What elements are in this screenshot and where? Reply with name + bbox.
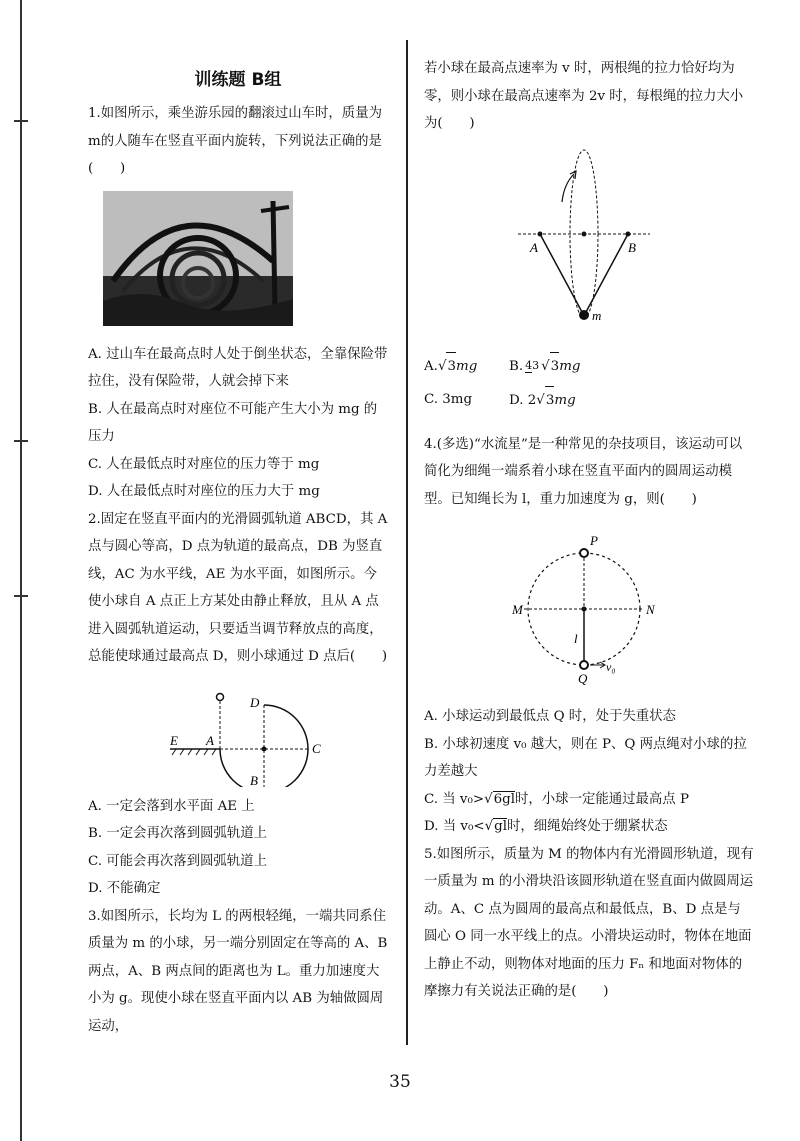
arc-track-diagram <box>88 677 388 787</box>
column-divider <box>406 40 408 1045</box>
page-number: 35 <box>389 1072 411 1092</box>
binding-tick <box>14 440 28 442</box>
q1-option-d: D. 人在最低点时对座位的压力大于 mg <box>88 484 320 499</box>
q2-option-d: D. 不能确定 <box>88 881 161 896</box>
label-a: A <box>530 239 538 255</box>
q3-stem-right: 若小球在最高点速率为 v 时，两根绳的拉力恰好均为零，则小球在最高点速率为 2v 时，每根绳的拉力大小为( ) <box>424 61 744 131</box>
q3-stem-left: 3.如图所示，长均为 L 的两根轻绳，一端共同系住质量为 m 的小球，另一端分别固定在等高的 A、B 两点，A、B 两点间的距离也为 L。重力加速度大小为 g。现使小球在竖直平面内以 AB 为轴做圆周运动， <box>88 908 388 1034</box>
q2-option-c: C. 可能会再次落到圆弧轨道上 <box>88 853 267 869</box>
binding-line <box>20 0 22 1141</box>
q1-stem: 1.如图所示，乘坐游乐园的翻滚过山车时，质量为m的人随车在竖直平面内旋转，下列说法正确的是( ) <box>88 106 382 176</box>
q4-stem: 4.(多选)“水流星”是一种常见的杂技项目，该运动可以简化为细绳一端系着小球在竖直平面内的圆周运动模型。已知绳长为 l，重力加速度为 g，则( ) <box>424 436 743 507</box>
q3-options-row-1 <box>424 352 754 381</box>
label-a: A <box>206 732 214 748</box>
label-l: l <box>574 631 578 646</box>
label-m: m <box>592 307 602 323</box>
q4-option-d: D. 当 v₀<√gl时，细绳始终处于绷紧状态 <box>424 819 668 834</box>
q3-option-a: A.√3mg <box>424 352 509 381</box>
q3-option-b: B. 43 √3mg <box>509 352 580 381</box>
binding-tick <box>14 120 28 122</box>
q4-option-c: C. 当 v₀>√6gl时，小球一定能通过最高点 P <box>424 791 689 807</box>
label-q: Q <box>578 671 588 686</box>
q3-option-c: C. 3mg <box>424 392 473 407</box>
label-p: P <box>590 533 598 548</box>
binding-tick <box>14 595 28 597</box>
q1-option-a: A. 过山车在最高点时人处于倒坐状态，全靠保险带拉住，没有保险带，人就会掉下来 <box>88 346 388 389</box>
q3-options-row-2 <box>424 386 754 415</box>
two-rope-diagram <box>424 144 754 344</box>
q4-option-b: B. 小球初速度 v₀ 越大，则在 P、Q 两点绳对小球的拉力差越大 <box>424 736 747 779</box>
label-e: E <box>170 732 178 748</box>
q2-stem: 2.固定在竖直平面内的光滑圆弧轨道 ABCD，其 A 点与圆心等高，D 点为轨道的最高点，DB 为竖直线，AC 为水平线，AE 为水平面，如图所示。今使小球自 A 点正上方某处由静止释放，且从 A 点进入圆弧轨道运动，只要适当调节释放点的高度，总能使球通过最高点 D，则小球通过 D 点后( ) <box>88 511 388 664</box>
q2-option-a: A. 一定会落到水平面 AE 上 <box>88 798 255 814</box>
label-d: D <box>250 694 260 710</box>
page-title: 训练题 B组 <box>194 70 282 90</box>
left-column <box>88 55 388 1040</box>
q1-option-c: C. 人在最低点时对座位的压力等于 mg <box>88 456 320 472</box>
roller-coaster-photo <box>103 191 403 331</box>
q5-stem: 5.如图所示，质量为 M 的物体内有光滑圆形轨道，现有一质量为 m 的小滑块沿该圆形轨道在竖直面内做圆周运动。A、C 点为圆周的最高点和最低点，B、D 点是与圆心 O 同一水平线上的点。小滑块运动时，物体在地面上静止不动，则物体对地面的压力 Fₙ 和地面对物体的摩擦力有关说法正确的是( ) <box>424 846 754 999</box>
q3-option-d: D. 2√3mg <box>509 386 576 415</box>
label-n: N <box>646 602 655 617</box>
label-b: B <box>250 772 258 787</box>
label-c: C <box>312 740 321 756</box>
q1-option-b: B. 人在最高点时对座位不可能产生大小为 mg 的压力 <box>88 401 378 444</box>
label-b: B <box>628 239 636 255</box>
q4-option-a: A. 小球运动到最低点 Q 时，处于失重状态 <box>424 709 676 724</box>
right-column <box>424 55 754 1006</box>
water-meteor-diagram <box>424 531 754 691</box>
label-m: M <box>512 602 523 617</box>
q2-option-b: B. 一定会再次落到圆弧轨道上 <box>88 826 268 841</box>
label-v0: v₀ <box>606 660 616 674</box>
